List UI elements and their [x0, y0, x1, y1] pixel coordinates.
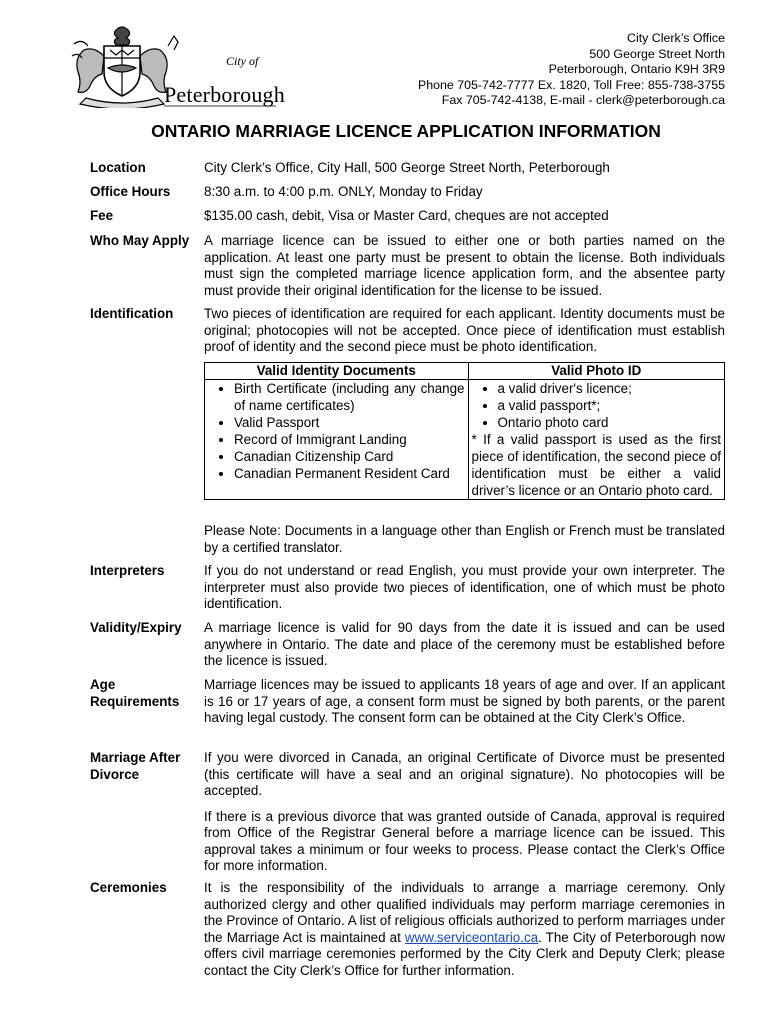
office-hours-label: Office Hours: [90, 184, 171, 199]
identification-table: [204, 362, 725, 500]
validity-text: A marriage licence is valid for 90 days from the date it is issued and can be used anywhere in Ontario. The date and place of the ceremony must be established before the licence is issued.: [204, 620, 725, 668]
passport-footnote: * If a valid passport is used as the first piece of identification, the second piece of identification must be either a valid driver’s licence or an Ontario photo card.: [471, 432, 721, 498]
photo-id-cell: [468, 380, 725, 500]
divorce-foreign-text: If there is a previous divorce that was granted outside of Canada, approval is required from Office of the Registrar General before a marriage licence can be issued. This approval takes a minimum or four weeks to process. Please contact the Clerk’s Office for more information.: [204, 808, 725, 873]
identification-text: Two pieces of identification are required for each applicant. Identity documents must be original; photocopies will not be accepted. Once piece of identification must establish proof of identity and the second piece must be photo identification.: [204, 306, 725, 354]
office-hours-text: 8:30 a.m. to 4:00 p.m. ONLY, Monday to Friday: [204, 184, 483, 199]
identification-label: Identification: [90, 306, 174, 321]
list-item: • Valid Passport: [234, 414, 465, 431]
logo-peterborough-text: Peterborough: [164, 82, 285, 107]
age-requirements-label: [90, 677, 202, 710]
logo-city-of-text: City of: [226, 54, 259, 68]
age-requirements-text: Marriage licences may be issued to applicants 18 years of age and over. If an applicant is 16 or 17 years of age, a consent form must be signed by both parents, or the parent having legal custody. The consent form can be obtained at the City Clerk’s Office.: [204, 677, 725, 725]
list-item: • Ontario photo card: [498, 414, 722, 431]
list-item: • Record of Immigrant Landing: [234, 431, 465, 448]
identity-documents-list: [208, 380, 465, 482]
divorce-canada-text: If you were divorced in Canada, an original Certificate of Divorce must be presented (this certificate will have a seal and an original signature). No photocopies will be accepted.: [204, 750, 725, 798]
location-label: Location: [90, 160, 146, 175]
divorce-label-line2: Divorce: [90, 766, 140, 782]
table-row: [205, 380, 725, 500]
list-item: • Birth Certificate (including any change of name certificates): [234, 380, 465, 414]
location-text: City Clerk’s Office, City Hall, 500 George Street North, Peterborough: [204, 160, 610, 175]
identity-documents-cell: [205, 380, 469, 500]
fee-text: $135.00 cash, debit, Visa or Master Card, cheques are not accepted: [204, 208, 609, 223]
ceremonies-text-after: . The City of Peterborough now offers civil marriage ceremonies performed by the City Clerk and Deputy Clerk; please contact the City Clerk’s Office for further information.: [204, 929, 725, 978]
list-item: • Canadian Permanent Resident Card: [234, 465, 465, 482]
office-contact-block: [418, 31, 725, 109]
who-may-apply-text: A marriage licence can be issued to either one or both parties named on the application. At least one party must be present to obtain the license. Both individuals must sign the completed marriage licence application form, and the absentee party must provide their original identification for the license to be issued.: [204, 233, 725, 298]
office-city: Peterborough, Ontario K9H 3R9: [548, 62, 725, 76]
office-fax-email: Fax 705-742-4138, E-mail - clerk@peterborough.ca: [441, 93, 725, 107]
interpreters-label: Interpreters: [90, 563, 165, 578]
list-item: • a valid passport*;: [498, 397, 722, 414]
table-header-row: [205, 363, 725, 380]
age-label-line1: Age: [90, 677, 116, 692]
age-label-line2: Requirements: [90, 693, 180, 709]
divorce-text-block: [204, 750, 725, 875]
interpreters-text: If you do not understand or read English, you must provide your own interpreter. The interpreter must also provide two pieces of identification, one of which must be photo identification.: [204, 563, 725, 611]
office-name: City Clerk’s Office: [627, 31, 725, 45]
list-item: • a valid driver's licence;: [498, 380, 722, 397]
fee-label: Fee: [90, 208, 114, 223]
divorce-label: [90, 750, 202, 783]
page-title: ONTARIO MARRIAGE LICENCE APPLICATION INFORMATION: [151, 121, 661, 141]
list-item: • Canadian Citizenship Card: [234, 448, 465, 465]
translation-note-text: Please Note: Documents in a language other than English or French must be translated by a certified translator.: [204, 523, 725, 555]
office-phone: Phone 705-742-7777 Ex. 1820, Toll Free: 855-738-3755: [417, 77, 725, 92]
ceremonies-text: [204, 880, 725, 979]
serviceontario-link[interactable]: www.serviceontario.ca: [404, 929, 539, 945]
ceremonies-text-before: It is the responsibility of the individuals to arrange a marriage ceremony. Only authorized clergy and other qualified individuals may perform marriage ceremonies in the Province of Ontario. A list of religious officials authorized to perform marriages under the Marriage Act is maintained at: [204, 880, 725, 945]
who-may-apply-label: Who May Apply: [90, 233, 190, 248]
divorce-label-line1: Marriage After: [90, 750, 181, 765]
col-header-identity-documents: Valid Identity Documents: [205, 363, 469, 380]
office-street: 500 George Street North: [589, 46, 725, 61]
ceremonies-label: Ceremonies: [90, 880, 167, 895]
validity-label: Validity/Expiry: [90, 620, 182, 635]
photo-id-list: [472, 380, 722, 431]
col-header-photo-id: Valid Photo ID: [468, 363, 725, 380]
